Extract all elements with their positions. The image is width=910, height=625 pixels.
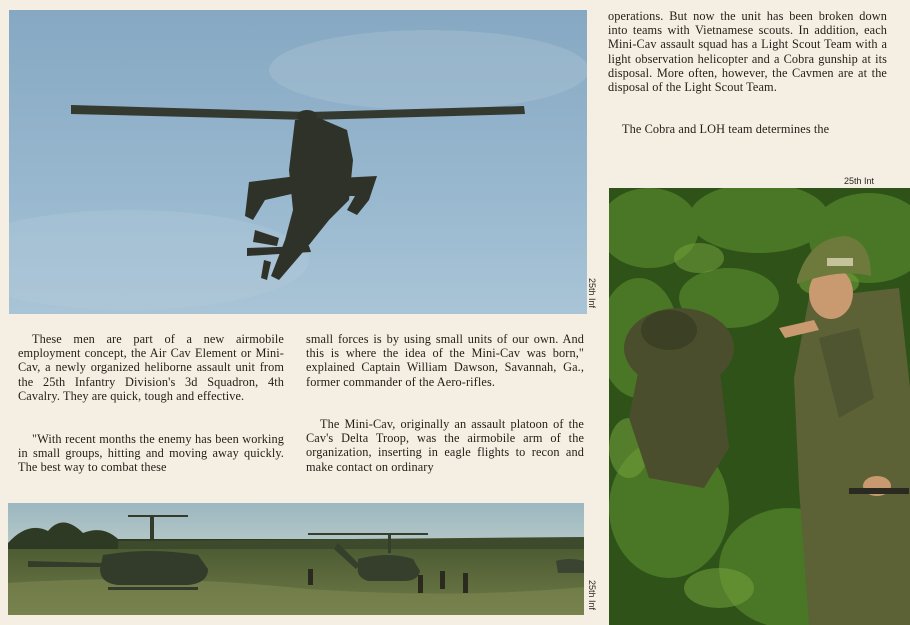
- article-paragraph-2: "With recent months the enemy has been working in small groups, hitting and moving away quickly. The best way to combat these: [18, 432, 284, 475]
- article-paragraph-3: The Mini-Cav, originally an assault platoon of the Cav's Delta Troop, was the airmobile arm of the organization, inserting in eagle flights to recon and make contact on ordinary: [306, 417, 584, 474]
- article-paragraph-2-continued: small forces is by using small units of our own. And this is where the idea of the Mini-Cav was born," explained Captain William Dawson, Savannah, Ga., former commander of the Aero-rifles.: [306, 332, 584, 389]
- photo-credit-cobra: 25th Inf: [587, 278, 597, 309]
- photo-credit-hueys: 25th Inf: [587, 580, 597, 611]
- article-paragraph-3-continued: operations. But now the unit has been broken down into teams with Vietnamese scouts. In addition, each Mini-Cav assault squad has a Light Scout Team with a light observation helicopter and a Cobra gunship at its disposal. More often, however, the Cavmen are at the disposal of the Light Scout Team.: [608, 9, 887, 95]
- article-paragraph-4: The Cobra and LOH team determines the: [622, 122, 830, 136]
- photo-credit-soldiers: 25th Int: [844, 176, 875, 186]
- cobra-helicopter-photo: [9, 10, 587, 314]
- huey-helicopter-right: [556, 559, 584, 573]
- hueys-landing-photo: [8, 503, 584, 615]
- soldiers-in-jungle-photo: [609, 188, 910, 625]
- article-paragraph-1: These men are part of a new airmobile employment concept, the Air Cav Element or Mini-Cav, a newly organized heliborne assault unit from the 25th Infantry Division's 3d Squadron, 4th Cavalry. They are quick, tough and effective.: [18, 332, 284, 403]
